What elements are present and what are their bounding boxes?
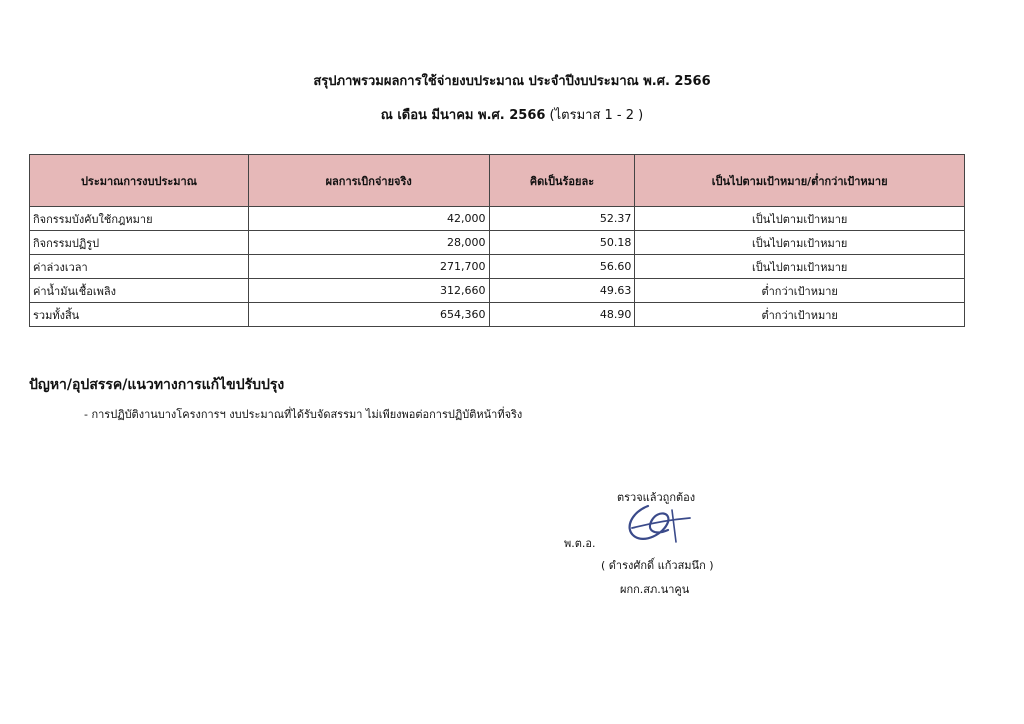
row-name: กิจกรรมบังคับใช้กฎหมาย xyxy=(30,207,249,231)
column-header-percent: คิดเป็นร้อยละ xyxy=(489,155,635,207)
report-subtitle xyxy=(0,104,1024,125)
report-title: สรุปภาพรวมผลการใช้จ่ายงบประมาณ ประจำปีงบประมาณ พ.ศ. 2566 xyxy=(313,74,711,89)
handwritten-signature xyxy=(618,498,698,550)
row-amount: 28,000 xyxy=(248,231,489,255)
row-percent: 56.60 xyxy=(489,255,635,279)
subtitle-quarter: (ไตรมาส 1 - 2 ) xyxy=(545,108,644,123)
subtitle-date: ณ เดือน มีนาคม พ.ศ. 2566 xyxy=(380,108,546,123)
row-status: เป็นไปตามเป้าหมาย xyxy=(635,255,965,279)
row-percent: 49.63 xyxy=(489,279,635,303)
table-row xyxy=(30,207,965,231)
table-row xyxy=(30,231,965,255)
signer-position: ผกก.สภ.นาคูน xyxy=(620,583,690,596)
column-header-actual: ผลการเบิกจ่ายจริง xyxy=(248,155,489,207)
row-name: กิจกรรมปฏิรูป xyxy=(30,231,249,255)
row-amount: 312,660 xyxy=(248,279,489,303)
signer-name: ( ดำรงศักดิ์ แก้วสมนึก ) xyxy=(601,559,714,572)
row-percent: 48.90 xyxy=(489,303,635,327)
row-percent: 52.37 xyxy=(489,207,635,231)
column-header-status: เป็นไปตามเป้าหมาย/ต่ำกว่าเป้าหมาย xyxy=(635,155,965,207)
row-status: ต่ำกว่าเป้าหมาย xyxy=(635,279,965,303)
row-name: ค่าล่วงเวลา xyxy=(30,255,249,279)
row-name: รวมทั้งสิ้น xyxy=(30,303,249,327)
table-total-row xyxy=(30,303,965,327)
row-status: เป็นไปตามเป้าหมาย xyxy=(635,231,965,255)
row-amount: 42,000 xyxy=(248,207,489,231)
row-name: ค่าน้ำมันเชื้อเพลิง xyxy=(30,279,249,303)
issues-heading: ปัญหา/อุปสรรค/แนวทางการแก้ไขปรับปรุง xyxy=(29,377,285,393)
row-amount: 271,700 xyxy=(248,255,489,279)
budget-summary-table xyxy=(29,154,965,327)
row-amount: 654,360 xyxy=(248,303,489,327)
issue-item: - การปฏิบัติงานบางโครงการฯ งบประมาณที่ได้รับจัดสรรมา ไม่เพียงพอต่อการปฏิบัติหน้าที่จริง xyxy=(84,408,523,421)
signer-rank: พ.ต.อ. xyxy=(564,537,596,550)
row-percent: 50.18 xyxy=(489,231,635,255)
verified-label: ตรวจแล้วถูกต้อง xyxy=(617,491,696,504)
column-header-estimate: ประมาณการงบประมาณ xyxy=(30,155,249,207)
table-header-row xyxy=(30,155,965,207)
row-status: ต่ำกว่าเป้าหมาย xyxy=(635,303,965,327)
row-status: เป็นไปตามเป้าหมาย xyxy=(635,207,965,231)
table-row xyxy=(30,279,965,303)
table-row xyxy=(30,255,965,279)
